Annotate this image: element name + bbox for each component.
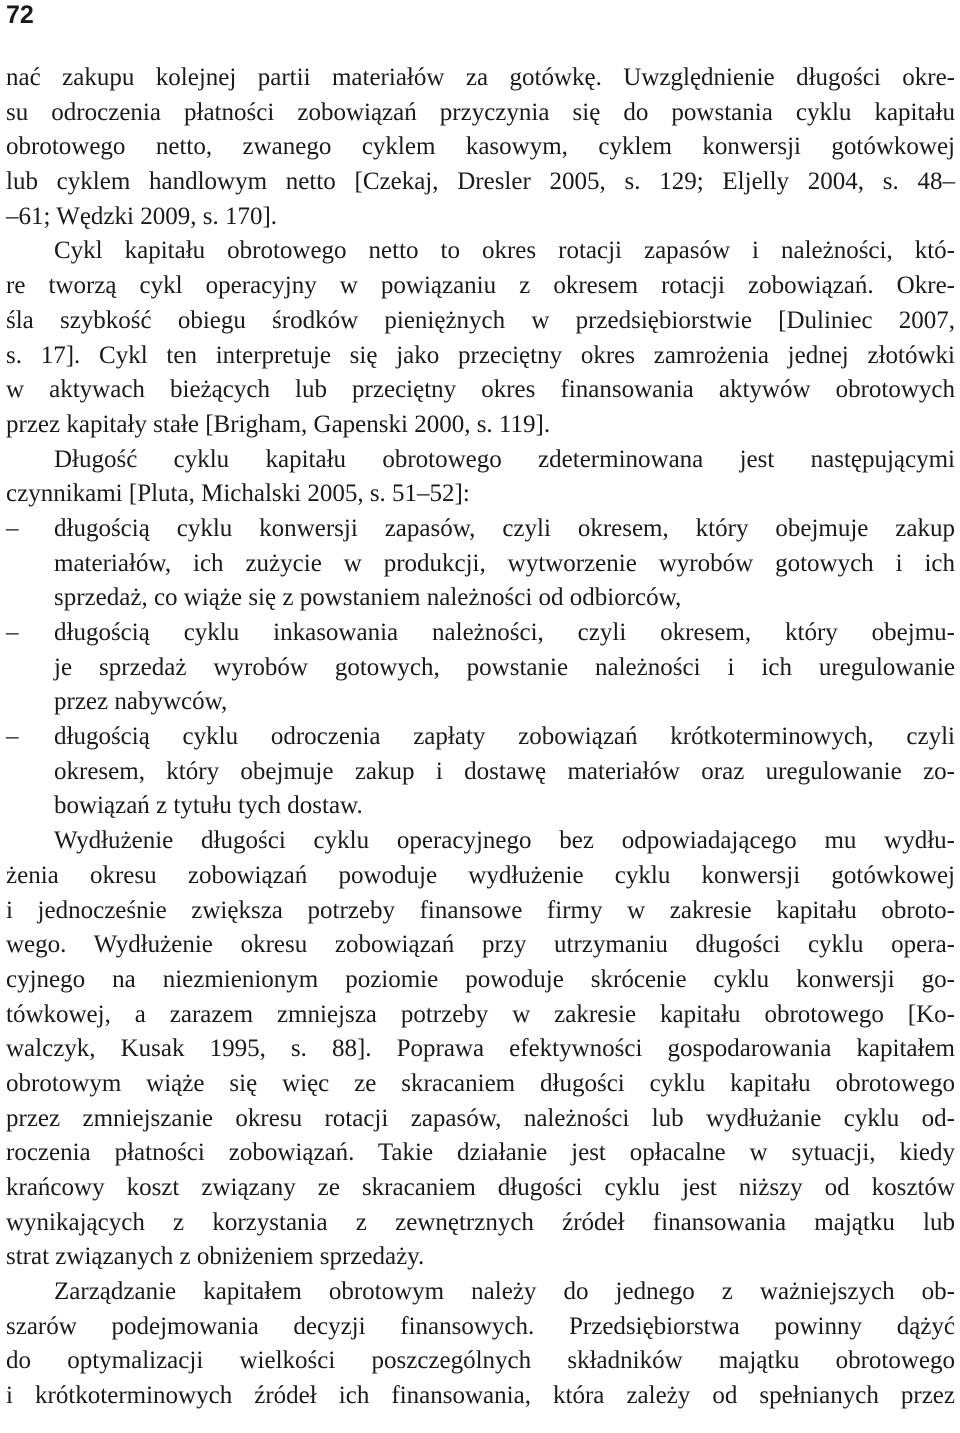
text-line: wego. Wydłużenie okresu zobowiązań przy utrzymaniu długości cyklu opera- — [6, 931, 955, 959]
text-line: okresem, który obejmuje zakup i dostawę materiałów oraz uregulowanie zo- — [54, 757, 955, 785]
text-line: długością cyklu konwersji zapasów, czyli okresem, który obejmuje zakup — [54, 514, 955, 542]
text-line: czynnikami [Pluta, Michalski 2005, s. 51–52]: — [6, 480, 470, 508]
text-line: re tworzą cykl operacyjny w powiązaniu z okresem rotacji zobowiązań. Okre- — [6, 272, 955, 300]
text-line: obrotowym wiąże się więc ze skracaniem długości cyklu kapitału obrotowego — [6, 1069, 955, 1097]
text-line: przez zmniejszanie okresu rotacji zapasów, należności lub wydłużanie cyklu od- — [6, 1104, 955, 1132]
list-item — [6, 616, 955, 720]
text-line: przez nabywców, — [54, 688, 228, 716]
list-dash: – — [6, 514, 19, 542]
text-line: materiałów, ich zużycie w produkcji, wytworzenie wyrobów gotowych i ich — [54, 549, 955, 577]
text-line: nać zakupu kolejnej partii materiałów za gotówkę. Uwzględnienie długości okre- — [6, 64, 955, 91]
dash-list — [6, 512, 955, 824]
text-line: sprzedaż, co wiąże się z powstaniem należności od odbiorców, — [54, 584, 682, 612]
text-line: i jednocześnie zwiększa potrzeby finansowe firmy w zakresie kapitału obroto- — [6, 896, 955, 924]
text-line: Zarządzanie kapitałem obrotowym należy do jednego z ważniejszych ob- — [54, 1278, 955, 1306]
text-line: su odroczenia płatności zobowiązań przyczynia się do powstania cyklu kapitału — [6, 98, 955, 126]
list-dash: – — [6, 723, 19, 751]
text-line: Wydłużenie długości cyklu operacyjnego bez odpowiadającego mu wydłu- — [54, 827, 955, 855]
paragraph — [6, 234, 955, 442]
text-line: i krótkoterminowych źródeł ich finansowania, która zależy od spełnianych przez — [6, 1382, 955, 1410]
list-item — [6, 512, 955, 616]
text-line: śla szybkość obiegu środków pieniężnych w przedsiębiorstwie [Duliniec 2007, — [6, 306, 955, 334]
text-line: przez kapitały stałe [Brigham, Gapenski 2000, s. 119]. — [6, 410, 551, 438]
text-line: strat związanych z obniżeniem sprzedaży. — [6, 1243, 425, 1271]
page-number: 72 — [6, 1, 34, 29]
text-line: żenia okresu zobowiązań powoduje wydłużenie cyklu konwersji gotówkowej — [6, 861, 955, 889]
paragraph — [6, 824, 955, 1275]
paragraph — [6, 443, 955, 512]
list-item — [6, 720, 955, 824]
text-line: krańcowy koszt związany ze skracaniem długości cyklu jest niższy od kosztów — [6, 1174, 955, 1201]
text-line: walczyk, Kusak 1995, s. 88]. Poprawa efektywności gospodarowania kapitałem — [6, 1035, 955, 1063]
text-line: długością cyklu odroczenia zapłaty zobowiązań krótkoterminowych, czyli — [54, 723, 955, 751]
text-line: cyjnego na niezmienionym poziomie powoduje skrócenie cyklu konwersji go- — [6, 965, 955, 993]
text-line: s. 17]. Cykl ten interpretuje się jako przeciętny okres zamrożenia jednej złotówki — [6, 341, 955, 369]
text-line: lub cyklem handlowym netto [Czekaj, Dresler 2005, s. 129; Eljelly 2004, s. 48– — [6, 168, 955, 196]
text-line: bowiązań z tytułu tych dostaw. — [54, 792, 363, 820]
text-line: Długość cyklu kapitału obrotowego zdeterminowana jest następującymi — [54, 445, 955, 473]
text-line: długością cyklu inkasowania należności, czyli okresem, który obejmu- — [54, 619, 955, 646]
text-line: do optymalizacji wielkości poszczególnych składników majątku obrotowego — [6, 1347, 955, 1375]
text-line: –61; Wędzki 2009, s. 170]. — [6, 202, 278, 230]
paragraph — [6, 61, 955, 234]
text-line: wynikających z korzystania z zewnętrznych źródeł finansowania majątku lub — [6, 1208, 955, 1236]
body-text — [6, 61, 955, 1414]
text-line: roczenia płatności zobowiązań. Takie działanie jest opłacalne w sytuacji, kiedy — [6, 1139, 955, 1167]
paragraph — [6, 1275, 955, 1414]
text-line: Cykl kapitału obrotowego netto to okres rotacji zapasów i należności, któ- — [54, 237, 955, 265]
text-line: szarów podejmowania decyzji finansowych. Przedsiębiorstwa powinny dążyć — [6, 1312, 955, 1340]
text-line: tówkowej, a zarazem zmniejsza potrzeby w zakresie kapitału obrotowego [Ko- — [6, 1000, 955, 1028]
text-line: je sprzedaż wyrobów gotowych, powstanie należności i ich uregulowanie — [54, 653, 955, 681]
text-line: obrotowego netto, zwanego cyklem kasowym, cyklem konwersji gotówkowej — [6, 133, 955, 161]
list-dash: – — [6, 619, 19, 646]
text-line: w aktywach bieżących lub przeciętny okres finansowania aktywów obrotowych — [6, 376, 955, 404]
